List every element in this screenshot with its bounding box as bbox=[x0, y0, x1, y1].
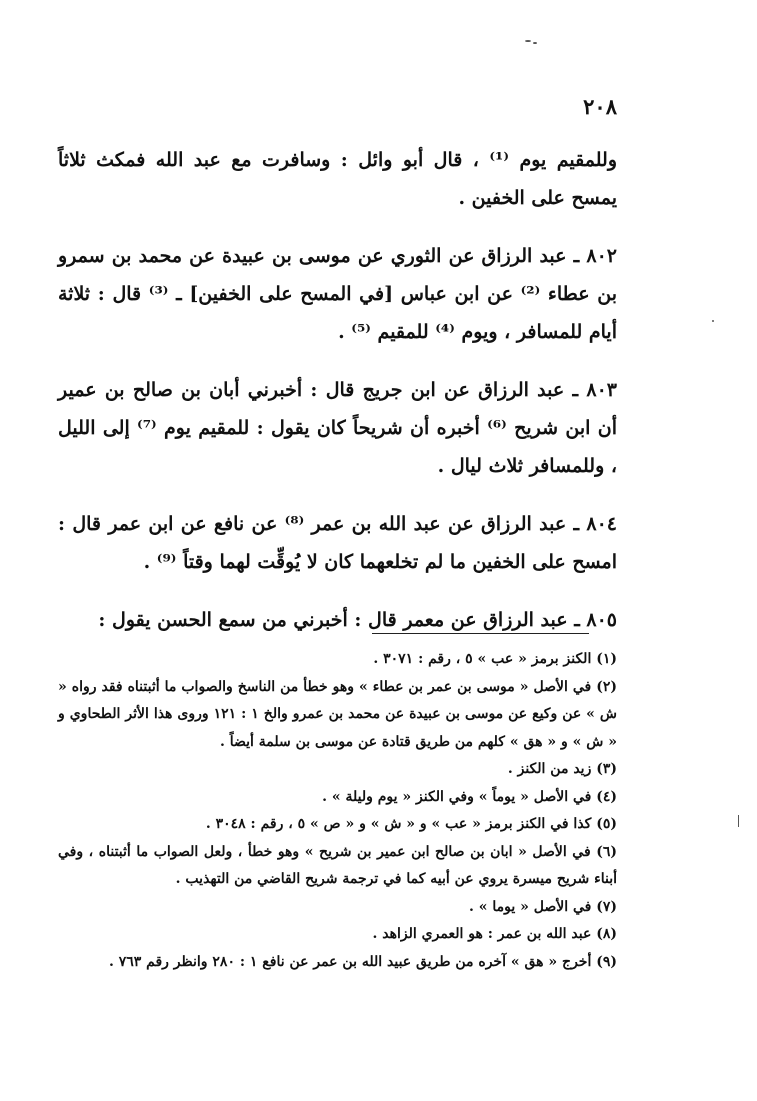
hadith-802: ٨٠٢ ـ عبد الرزاق عن الثوري عن موسى بن عبيدة عن محمد بن سمرو بن عطاء ⁽²⁾ عن ابن عباس [في المسح على الخفين] ـ ⁽³⁾ قال : ثلاثة أيام للمسافر ، ويوم ⁽⁴⁾ للمقيم ⁽⁵⁾ . bbox=[58, 245, 617, 343]
footnote-8: (٨) عبد الله بن عمر : هو العمري الزاهد . bbox=[372, 926, 617, 942]
scan-speck bbox=[533, 42, 537, 44]
scan-speck bbox=[525, 40, 531, 42]
continued-paragraph: وللمقيم يوم ⁽¹⁾ ، قال أبو وائل : وسافرت مع عبد الله فمكث ثلاثاً يمسح على الخفين . bbox=[58, 149, 618, 209]
hadith-805: ٨٠٥ ـ عبد الرزاق عن معمر قال : أخبرني من سمع الحسن يقول : bbox=[98, 609, 617, 631]
hadith-803: ٨٠٣ ـ عبد الرزاق عن ابن جريج قال : أخبرني أبان بن صالح بن عمير أن ابن شريح ⁽⁶⁾ أخبره أن شريحاً كان يقول : للمقيم يوم ⁽⁷⁾ إلى الليل ، وللمسافر ثلاث ليال . bbox=[58, 379, 617, 477]
footnote-6: (٦) في الأصل « ابان بن صالح ابن عمير بن شريح » وهو خطأ ، ولعل الصواب ما أثبتناه ، وفي أبناء شريح ميسرة يروي عن أبيه كما في ترجمة شريح القاضي من التهذيب . bbox=[58, 843, 617, 887]
main-text bbox=[58, 141, 617, 639]
footnotes bbox=[58, 646, 617, 976]
footnote-1: (١) الكنز برمز « عب » ٥ ، رقم : ٣٠٧١ . bbox=[373, 651, 617, 667]
page-number: ٢٠٨ bbox=[583, 94, 617, 119]
scan-speck bbox=[712, 320, 714, 322]
footnote-7: (٧) في الأصل « يوما » . bbox=[468, 898, 617, 915]
hadith-804: ٨٠٤ ـ عبد الرزاق عن عبد الله بن عمر ⁽⁸⁾ عن نافع عن ابن عمر قال : امسح على الخفين ما لم تخلعهما كان لا يُوقِّت لهما وقتاً ⁽⁹⁾ . bbox=[58, 513, 617, 573]
scan-speck bbox=[738, 815, 739, 827]
footnote-2: (٢) في الأصل « موسى بن عمر بن عطاء » وهو خطأ من الناسخ والصواب ما أثبتناه فقد رواه « ش » عن وكيع عن موسى بن عبيدة عن محمد بن عمرو والخ ١ : ١٢١ وروى هذا الأثر الطحاوي و « ش » و « هق » كلهم من طريق قتادة عن موسى بن سلمة أيضاً . bbox=[58, 678, 617, 750]
footnote-3: (٣) زيد من الكنز . bbox=[507, 761, 617, 777]
footnote-4: (٤) في الأصل « يوماً » وفي الكنز « يوم وليلة » . bbox=[322, 788, 617, 805]
footnote-5: (٥) كذا في الكنز برمز « عب » و « ش » و « ص » ٥ ، رقم : ٣٠٤٨ . bbox=[205, 816, 617, 832]
footnote-9: (٩) أخرج « هق » آخره من طريق عبيد الله بن عمر عن نافع ١ : ٢٨٠ وانظر رقم ٧٦٣ . bbox=[108, 953, 617, 970]
footnote-separator bbox=[372, 633, 589, 634]
